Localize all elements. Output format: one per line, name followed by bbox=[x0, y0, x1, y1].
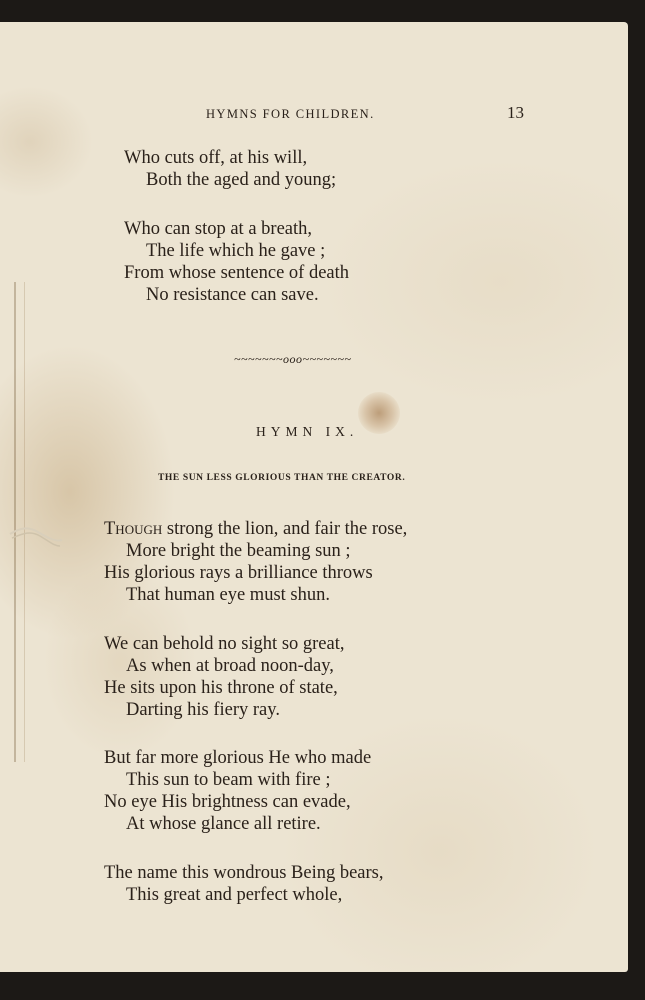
verse-line: His glorious rays a brilliance throws bbox=[104, 563, 373, 583]
verse-line: This great and perfect whole, bbox=[126, 885, 343, 905]
verse-line: But far more glorious He who made bbox=[104, 748, 372, 768]
verse-line: Darting his fiery ray. bbox=[126, 700, 280, 720]
verse-line: Both the aged and young; bbox=[146, 170, 337, 190]
verse-line: This sun to beam with fire ; bbox=[126, 770, 331, 790]
verse-line: He sits upon his throne of state, bbox=[104, 678, 338, 698]
verse-line: The life which he gave ; bbox=[146, 241, 326, 261]
page-number: 13 bbox=[507, 103, 524, 122]
verse-line-rest: strong the lion, and fair the rose, bbox=[162, 519, 408, 539]
binding-thread-icon bbox=[8, 520, 64, 550]
verse-line: No resistance can save. bbox=[146, 285, 319, 305]
verse-line: The name this wondrous Being bears, bbox=[104, 863, 384, 883]
hymn-title: HYMN IX. bbox=[256, 424, 359, 439]
verse-line: As when at broad noon-day, bbox=[126, 656, 334, 676]
section-ornament: ~~~~~~~ooo~~~~~~~ bbox=[234, 352, 352, 366]
verse-line-first bbox=[104, 518, 407, 540]
verse-line: That human eye must shun. bbox=[126, 585, 330, 605]
verse-line: We can behold no sight so great, bbox=[104, 634, 345, 654]
drop-word: Though bbox=[104, 519, 163, 539]
verse-line: No eye His brightness can evade, bbox=[104, 792, 351, 812]
hymn-subtitle: THE SUN LESS GLORIOUS THAN THE CREATOR. bbox=[158, 473, 406, 483]
verse-line: From whose sentence of death bbox=[124, 263, 350, 283]
verse-line: Who cuts off, at his will, bbox=[124, 148, 308, 168]
verse-line: At whose glance all retire. bbox=[126, 814, 321, 834]
stain-mark bbox=[358, 392, 400, 434]
verse-line: More bright the beaming sun ; bbox=[126, 541, 351, 561]
running-head: HYMNS FOR CHILDREN. bbox=[206, 107, 375, 121]
verse-line: Who can stop at a breath, bbox=[124, 219, 313, 239]
